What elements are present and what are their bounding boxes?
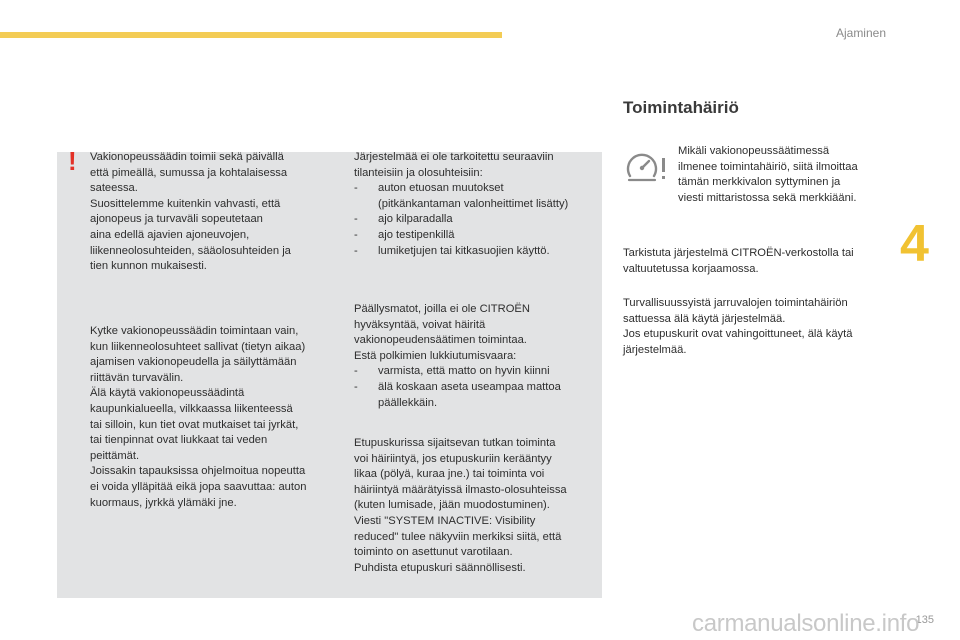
text-line: kaupunkialueella, vilkkaassa liikenteessä bbox=[90, 402, 293, 415]
col2-para1-intro bbox=[354, 150, 600, 181]
exclamation-icon: ! bbox=[68, 146, 77, 176]
list-item: - älä koskaan aseta useampaa mattoa bbox=[354, 380, 561, 393]
malfunction-icon-text bbox=[678, 144, 888, 206]
page-number: 135 bbox=[915, 614, 934, 626]
text-line: Järjestelmää ei ole tarkoitettu seuraaviin bbox=[354, 151, 554, 163]
text-line: Suosittelemme kuitenkin vahvasti, että bbox=[90, 197, 281, 210]
section-title: Ajaminen bbox=[835, 26, 886, 40]
text-line: vakionopeudensäätimen toimintaa. bbox=[354, 334, 527, 347]
text-line: Puhdista etupuskuri säännöllisesti. bbox=[354, 561, 526, 574]
header-accent-bar bbox=[0, 32, 502, 38]
text-line: hyväksyntää, voivat häiritä bbox=[354, 318, 486, 331]
text-line: sattuessa älä käytä järjestelmää. bbox=[623, 312, 786, 325]
warning-col2-para3 bbox=[354, 436, 600, 576]
text-line: ajonopeus ja turvaväli sopeutetaan bbox=[90, 213, 263, 226]
text-line: Tarkistuta järjestelmä CITROËN-verkostolla tai bbox=[623, 247, 854, 259]
text-line: Estä polkimien lukkiutumisvaara: bbox=[354, 349, 517, 362]
text-line: Älä käytä vakionopeussäädintä bbox=[90, 387, 245, 400]
list-item: - varmista, että matto on hyvin kiinni bbox=[354, 365, 550, 378]
text-line: tilanteisiin ja olosuhteisiin: bbox=[354, 166, 483, 179]
text-line: viesti mittaristossa sekä merkkiääni. bbox=[678, 191, 857, 204]
text-line: ei voida ylläpitää eikä jopa saavuttaa: auton bbox=[90, 480, 307, 493]
watermark-text: carmanualsonline.info bbox=[692, 610, 920, 637]
text-line: Jos etupuskurit ovat vahingoittuneet, älä käytä bbox=[623, 328, 853, 341]
text-line: tämän merkkivalon syttyminen ja bbox=[678, 176, 841, 189]
text-line: likaa (pölyä, kuraa jne.) tai toiminta voi bbox=[354, 468, 545, 481]
text-line: aina edellä ajavien ajoneuvojen, bbox=[90, 228, 250, 241]
text-line: Päällysmatot, joilla ei ole CITROËN bbox=[354, 303, 530, 315]
text-line: häiriintyä määrätyissä ilmasto-olosuhteissa bbox=[354, 483, 567, 496]
text-line: riittävän turvavälin. bbox=[90, 371, 184, 384]
text-line: reduced" tulee näkyviin merkiksi siitä, että bbox=[354, 530, 562, 543]
list-item: - ajo kilparadalla bbox=[354, 213, 453, 226]
text-line: Joissakin tapauksissa ohjelmoitua nopeutta bbox=[90, 465, 306, 478]
text-line: järjestelmää. bbox=[623, 343, 687, 356]
text-line: liikenneolosuhteiden, sääolosuhteiden ja bbox=[90, 244, 291, 257]
text-line: tai silloin, kun tiet ovat mutkaiset tai jyrkät, bbox=[90, 418, 299, 431]
text-line: Turvallisuussyistä jarruvalojen toimintahäiriön bbox=[623, 297, 848, 309]
list-item: - auton etuosan muutokset bbox=[354, 182, 504, 195]
text-line: Viesti "SYSTEM INACTIVE: Visibility bbox=[354, 514, 536, 527]
chapter-number: 4 bbox=[900, 215, 929, 273]
text-line: Vakionopeussäädin toimii sekä päivällä bbox=[90, 151, 284, 163]
warning-col1-para1 bbox=[90, 150, 326, 275]
text-line: kun liikenneolosuhteet sallivat (tietyn aikaa) bbox=[90, 340, 306, 353]
text-line: ilmenee toimintahäiriö, siitä ilmoittaa bbox=[678, 160, 858, 173]
list-item-cont: (pitkänkantaman valonheittimet lisätty) bbox=[378, 197, 569, 210]
text-line: voi häiriintyä, jos etupuskuriin kerääntyy bbox=[354, 452, 552, 465]
section-heading: Toimintahäiriö bbox=[623, 98, 739, 117]
col2-para2-intro bbox=[354, 302, 600, 364]
text-line: että pimeällä, sumussa ja kohtalaisessa bbox=[90, 166, 288, 179]
text-line: Etupuskurissa sijaitsevan tutkan toiminta bbox=[354, 437, 556, 449]
text-line: toiminto on asettunut varotilaan. bbox=[354, 546, 513, 559]
text-line: peittämät. bbox=[90, 449, 140, 462]
warning-col1-para2 bbox=[90, 324, 330, 511]
text-line: Mikäli vakionopeussäätimessä bbox=[678, 145, 830, 157]
text-line: tien kunnon mukaisesti. bbox=[90, 260, 207, 273]
text-line: sateessa. bbox=[90, 182, 138, 195]
malfunction-para3 bbox=[623, 296, 893, 358]
list-item: - ajo testipenkillä bbox=[354, 228, 455, 241]
list-item-cont: päällekkäin. bbox=[378, 396, 438, 409]
text-line: kuormaus, jyrkkä ylämäki jne. bbox=[90, 496, 237, 509]
warning-col2-para2 bbox=[354, 302, 600, 411]
text-line: (kuten lumisade, jään muodostuminen). bbox=[354, 499, 550, 512]
text-line: ajamisen vakionopeudella ja säilyttämään bbox=[90, 356, 297, 369]
cruise-control-fault-icon bbox=[624, 150, 668, 186]
warning-col2-para1 bbox=[354, 150, 600, 259]
malfunction-para2 bbox=[623, 246, 893, 277]
text-line: tai tienpinnat ovat liukkaat tai veden bbox=[90, 434, 268, 447]
text-line: valtuutetussa korjaamossa. bbox=[623, 262, 759, 275]
text-line: Kytke vakionopeussäädin toimintaan vain, bbox=[90, 325, 299, 337]
list-item: - lumiketjujen tai kitkasuojien käyttö. bbox=[354, 244, 550, 257]
